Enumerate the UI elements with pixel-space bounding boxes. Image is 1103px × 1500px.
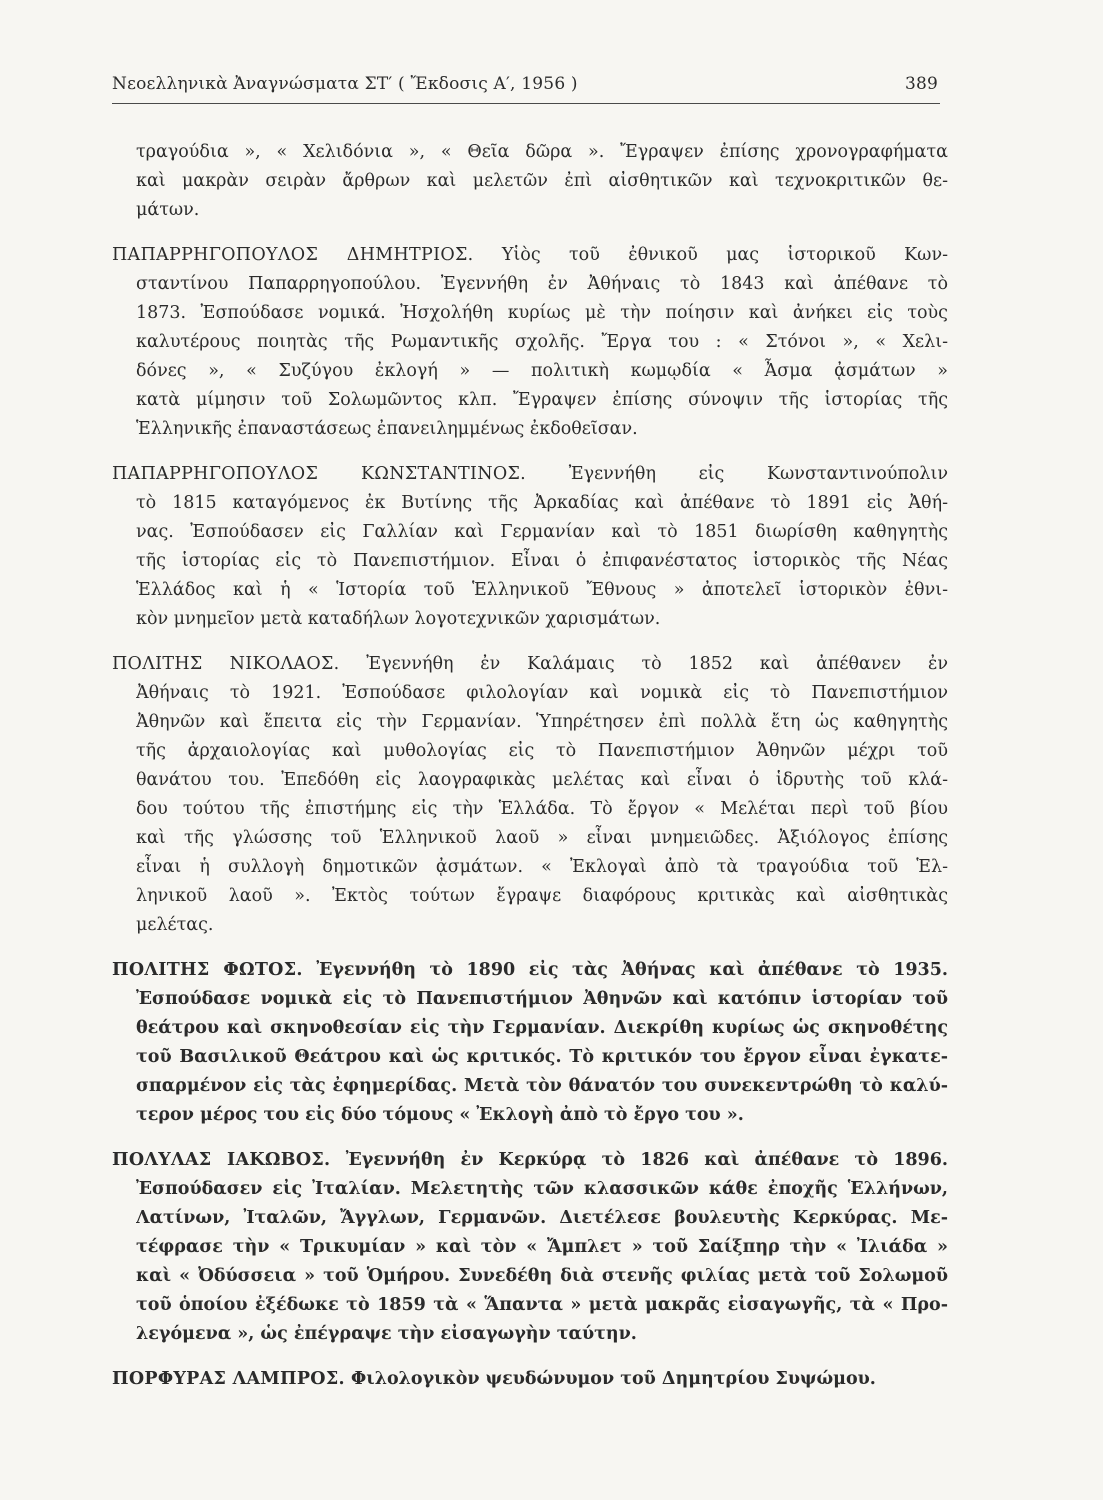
text-line: δόνες », « Συζύγου ἐκλογή » — πολιτικὴ κωμῳδία « Ἆσμα ᾀσμάτων » <box>136 361 948 381</box>
text-line: ληνικοῦ λαοῦ ». Ἐκτὸς τούτων ἔγραψε διαφόρους κριτικὰς καὶ αἰσθητικὰς <box>136 886 948 906</box>
text-line: θανάτου του. Ἐπεδόθη εἰς λαογραφικὰς μελέτας καὶ εἶναι ὁ ἱδρυτὴς τοῦ κλά- <box>136 770 948 790</box>
biography-entry <box>112 460 948 634</box>
text-line: λεγόμενα », ὡς ἐπέγραψε τὴν εἰσαγωγὴν ταύτην. <box>136 1324 637 1344</box>
text-line: Λατίνων, Ἰταλῶν, Ἄγγλων, Γερμανῶν. Διετέλεσε βουλευτὴς Κερκύρας. Με- <box>136 1208 948 1228</box>
text-line: καὶ τῆς γλώσσης τοῦ Ἑλληνικοῦ λαοῦ » εἶναι μνημειῶδες. Ἀξιόλογος ἐπίσης <box>136 828 948 848</box>
text-line: καλυτέρους ποιητὰς τῆς Ρωμαντικῆς σχολῆς. Ἔργα του : « Στόνοι », « Χελι- <box>136 332 948 352</box>
text-line: Ἐσπούδασεν εἰς Ἰταλίαν. Μελετητὴς τῶν κλασσικῶν κάθε ἐποχῆς Ἑλλήνων, <box>136 1179 948 1199</box>
entry-first-line <box>112 460 948 489</box>
biography-entry <box>112 956 948 1130</box>
text-line: κὸν μνημεῖον μετὰ καταδήλων λογοτεχνικῶν χαρισμάτων. <box>136 609 661 629</box>
text-line: τέφρασε τὴν « Τρικυμίαν » καὶ τὸν « Ἄμπλετ » τοῦ Σαίξπηρ τὴν « Ἰλιάδα » <box>136 1237 948 1257</box>
book-title: Νεοελληνικὰ Ἀναγνώσματα ΣΤ′ ( Ἔκδοσις Α′, 1956 ) <box>112 74 578 94</box>
biography-entry <box>112 650 948 940</box>
continuation-paragraph <box>136 138 948 225</box>
text-line: τερον μέρος του εἰς δύο τόμους « Ἐκλογὴ ἀπὸ τὸ ἔργο του ». <box>136 1105 744 1125</box>
text-line: νας. Ἐσπούδασεν εἰς Γαλλίαν καὶ Γερμανίαν καὶ τὸ 1851 διωρίσθη καθηγητὴς <box>136 522 948 542</box>
entry-heading: ΠΟΛΙΤΗΣ ΝΙΚΟΛΑΟΣ. <box>112 654 340 674</box>
text-line: καὶ μακρὰν σειρὰν ἄρθρων καὶ μελετῶν ἐπὶ αἰσθητικῶν καὶ τεχνοκριτικῶν θε- <box>136 171 948 191</box>
entry-heading: ΠΟΛΥΛΑΣ ΙΑΚΩΒΟΣ. <box>112 1150 331 1170</box>
text-line: σπαρμένον εἰς τὰς ἐφημερίδας. Μετὰ τὸν θάνατόν του συνεκεντρώθη τὸ καλύ- <box>136 1076 948 1096</box>
entry-first-text: Υἱὸς τοῦ ἐθνικοῦ μας ἱστορικοῦ Κων- <box>501 245 948 265</box>
text-line: μελέτας. <box>136 915 214 935</box>
text-line: τοῦ Βασιλικοῦ Θεάτρου καὶ ὡς κριτικός. Τὸ κριτικόν του ἔργον εἶναι ἐγκατε- <box>136 1047 948 1067</box>
running-head <box>112 74 938 100</box>
text-line: τὸ 1815 καταγόμενος ἐκ Βυτίνης τῆς Ἀρκαδίας καὶ ἀπέθανε τὸ 1891 εἰς Ἀθή- <box>136 493 948 513</box>
entry-first-line <box>112 956 948 985</box>
text-line: θεάτρου καὶ σκηνοθεσίαν εἰς τὴν Γερμανίαν. Διεκρίθη κυρίως ὡς σκηνοθέτης <box>136 1018 948 1038</box>
page-body <box>112 138 948 1394</box>
text-line: Ἑλλάδος καὶ ἡ « Ἱστορία τοῦ Ἑλληνικοῦ Ἔθνους » ἀποτελεῖ ἱστορικὸν ἐθνι- <box>136 580 948 600</box>
text-line: σταντίνου Παπαρρηγοπούλου. Ἐγεννήθη ἐν Ἀθήναις τὸ 1843 καὶ ἀπέθανε τὸ <box>136 274 948 294</box>
entry-heading: ΠΑΠΑΡΡΗΓΟΠΟΥΛΟΣ ΔΗΜΗΤΡΙΟΣ. <box>112 245 474 265</box>
entry-first-text: Ἐγεννήθη ἐν Κερκύρᾳ τὸ 1826 καὶ ἀπέθανε τὸ 1896. <box>345 1150 948 1170</box>
entry-heading: ΠΑΠΑΡΡΗΓΟΠΟΥΛΟΣ ΚΩΝΣΤΑΝΤΙΝΟΣ. <box>112 464 527 484</box>
text-line: Ἀθήναις τὸ 1921. Ἐσπούδασε φιλολογίαν καὶ νομικὰ εἰς τὸ Πανεπιστήμιον <box>136 683 948 703</box>
header-rule <box>112 103 940 104</box>
text-line: τῆς ἱστορίας εἰς τὸ Πανεπιστήμιον. Εἶναι ὁ ἐπιφανέστατος ἱστορικὸς τῆς Νέας <box>136 551 948 571</box>
entry-first-text: Φιλολογικὸν ψευδώνυμον τοῦ Δημητρίου Συψώμου. <box>350 1369 876 1389</box>
text-line: 1873. Ἐσπούδασε νομικά. Ἠσχολήθη κυρίως μὲ τὴν ποίησιν καὶ ἀνήκει εἰς τοὺς <box>136 303 948 323</box>
entry-first-text: Ἐγεννήθη ἐν Καλάμαις τὸ 1852 καὶ ἀπέθανεν ἐν <box>366 654 948 674</box>
text-line: Ἐσπούδασε νομικὰ εἰς τὸ Πανεπιστήμιον Ἀθηνῶν καὶ κατόπιν ἱστορίαν τοῦ <box>136 989 948 1009</box>
biography-entry <box>112 1365 948 1394</box>
text-line: δου τούτου τῆς ἐπιστήμης εἰς τὴν Ἑλλάδα. Τὸ ἔργον « Μελέται περὶ τοῦ βίου <box>136 799 948 819</box>
entry-heading: ΠΟΡΦΥΡΑΣ ΛΑΜΠΡΟΣ. <box>112 1369 345 1389</box>
text-line: Ἀθηνῶν καὶ ἔπειτα εἰς τὴν Γερμανίαν. Ὑπηρέτησεν ἐπὶ πολλὰ ἔτη ὡς καθηγητὴς <box>136 712 948 732</box>
biography-entry <box>112 241 948 444</box>
text-line: κατὰ μίμησιν τοῦ Σολωμῶντος κλπ. Ἔγραψεν ἐπίσης σύνοψιν τῆς ἱστορίας τῆς <box>136 390 948 410</box>
entry-first-line <box>112 1365 948 1394</box>
entry-first-line <box>112 1146 948 1175</box>
entry-heading: ΠΟΛΙΤΗΣ ΦΩΤΟΣ. <box>112 960 303 980</box>
text-line: τοῦ ὁποίου ἐξέδωκε τὸ 1859 τὰ « Ἅπαντα » μετὰ μακρᾶς εἰσαγωγῆς, τὰ « Προ- <box>136 1295 948 1315</box>
text-line: τραγούδια », « Χελιδόνια », « Θεῖα δῶρα ». Ἔγραψεν ἐπίσης χρονογραφήματα <box>136 142 948 162</box>
text-line: Ἑλληνικῆς ἐπαναστάσεως ἐπανειλημμένως ἐκδοθεῖσαν. <box>136 419 638 439</box>
text-line: τῆς ἀρχαιολογίας καὶ μυθολογίας εἰς τὸ Πανεπιστήμιον Ἀθηνῶν μέχρι τοῦ <box>136 741 948 761</box>
text-line: μάτων. <box>136 200 200 220</box>
text-line: καὶ « Ὀδύσσεια » τοῦ Ὁμήρου. Συνεδέθη διὰ στενῆς φιλίας μετὰ τοῦ Σολωμοῦ <box>136 1266 948 1286</box>
biography-entry <box>112 1146 948 1349</box>
entry-first-line <box>112 241 948 270</box>
entry-first-text: Ἐγεννήθη εἰς Κωνσταντινούπολιν <box>568 464 948 484</box>
page-number: 389 <box>904 74 938 94</box>
entry-first-text: Ἐγεννήθη τὸ 1890 εἰς τὰς Ἀθήνας καὶ ἀπέθανε τὸ 1935. <box>316 960 948 980</box>
text-line: εἶναι ἡ συλλογὴ δημοτικῶν ᾀσμάτων. « Ἐκλογαὶ ἀπὸ τὰ τραγούδια τοῦ Ἑλ- <box>136 857 948 877</box>
entry-first-line <box>112 650 948 679</box>
